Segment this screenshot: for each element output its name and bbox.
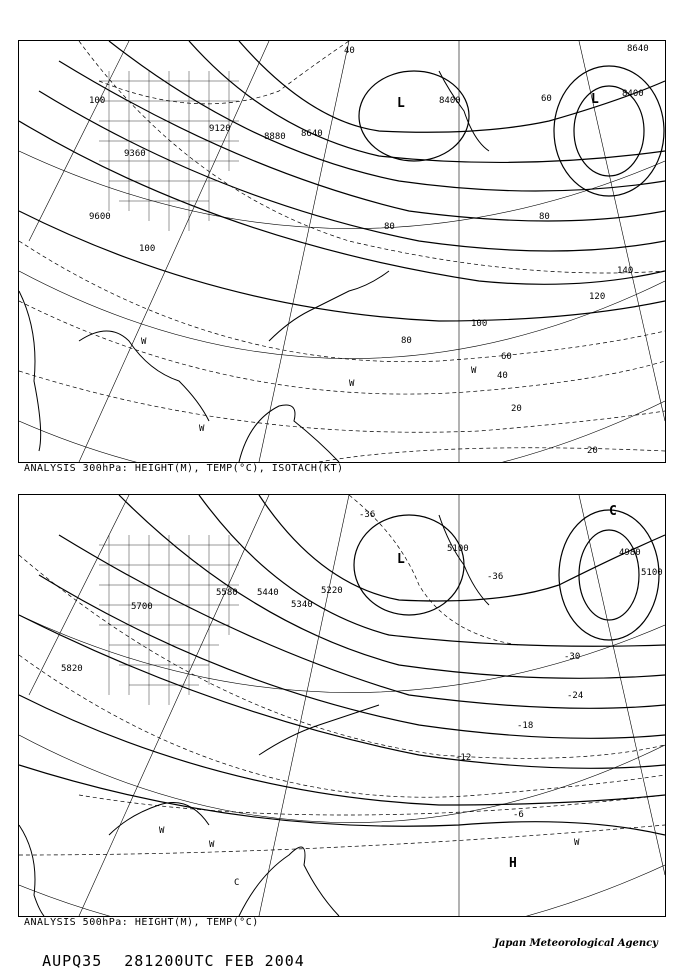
temperature-label: -36 [487, 572, 504, 582]
warm-marker: W [574, 838, 580, 848]
isotherms [19, 495, 665, 855]
height-label: 8880 [264, 132, 286, 142]
isotach-label: 80 [539, 212, 550, 222]
high-pressure-center: H [509, 856, 517, 871]
isotach-label: 100 [89, 96, 106, 106]
height-contours [19, 495, 665, 835]
height-label: 8400 [622, 89, 644, 99]
temperature-label: -30 [564, 652, 581, 662]
low-pressure-center: L [397, 552, 405, 567]
analysis-300hpa-map [18, 40, 666, 463]
temperature-label: -24 [567, 691, 584, 701]
height-label: 5580 [216, 588, 238, 598]
isotach-label: 40 [497, 371, 508, 381]
isotach-label: 100 [471, 319, 488, 329]
isotach-label: 20 [511, 404, 522, 414]
warm-marker: W [159, 826, 165, 836]
temperature-label: -18 [517, 721, 534, 731]
isotach-label: 60 [501, 352, 512, 362]
warm-marker: W [471, 366, 477, 376]
low-pressure-center: L [397, 96, 405, 111]
isotach-label: 60 [541, 94, 552, 104]
bottom-chart-caption: ANALYSIS 500hPa: HEIGHT(M), TEMP(°C) [24, 917, 259, 928]
height-label: 9600 [89, 212, 111, 222]
height-label: 8400 [439, 96, 461, 106]
analysis-500hpa-map [18, 494, 666, 917]
warm-marker: W [141, 337, 147, 347]
agency-name: Japan Meteorological Agency [494, 938, 658, 949]
isotach-label: 20 [587, 446, 598, 456]
height-label: 9360 [124, 149, 146, 159]
height-label: 8640 [301, 129, 323, 139]
isotach-label: 80 [401, 336, 412, 346]
height-label: 9120 [209, 124, 231, 134]
valid-datetime: 281200UTC FEB 2004 [124, 952, 305, 970]
isotach-label: 80 [384, 222, 395, 232]
height-label: 5100 [641, 568, 663, 578]
warm-marker: W [209, 840, 215, 850]
temperature-label: -36 [359, 510, 376, 520]
isotach-label: 140 [617, 266, 634, 276]
height-label: 5820 [61, 664, 83, 674]
bulletin-code: AUPQ35 [42, 952, 103, 970]
height-label: 5220 [321, 586, 343, 596]
height-label: 8640 [627, 44, 649, 54]
isotach-label: 40 [344, 46, 355, 56]
cold-marker: C [234, 878, 240, 888]
warm-marker: W [199, 424, 205, 434]
chart-footer [22, 934, 327, 970]
isotach-label: 100 [139, 244, 156, 254]
height-label: 4980 [619, 548, 641, 558]
cold-center: C [609, 504, 617, 519]
map-500hpa-canvas [19, 495, 665, 916]
isotachs [19, 41, 665, 462]
height-label: 5340 [291, 600, 313, 610]
graticule [19, 41, 665, 462]
temperature-label: -12 [455, 753, 472, 763]
isotach-label: 120 [589, 292, 606, 302]
low-pressure-center: L [591, 92, 599, 107]
coastlines [19, 515, 489, 916]
map-300hpa-canvas [19, 41, 665, 462]
graticule [19, 495, 665, 916]
warm-marker: W [349, 379, 355, 389]
jet-core-hatching [99, 71, 239, 231]
height-label: 5700 [131, 602, 153, 612]
height-label: 5440 [257, 588, 279, 598]
coastlines [19, 71, 489, 462]
temperature-label: -6 [513, 810, 524, 820]
top-chart-caption: ANALYSIS 300hPa: HEIGHT(M), TEMP(°C), ISOTACH(KT) [24, 463, 344, 474]
height-label: 5100 [447, 544, 469, 554]
